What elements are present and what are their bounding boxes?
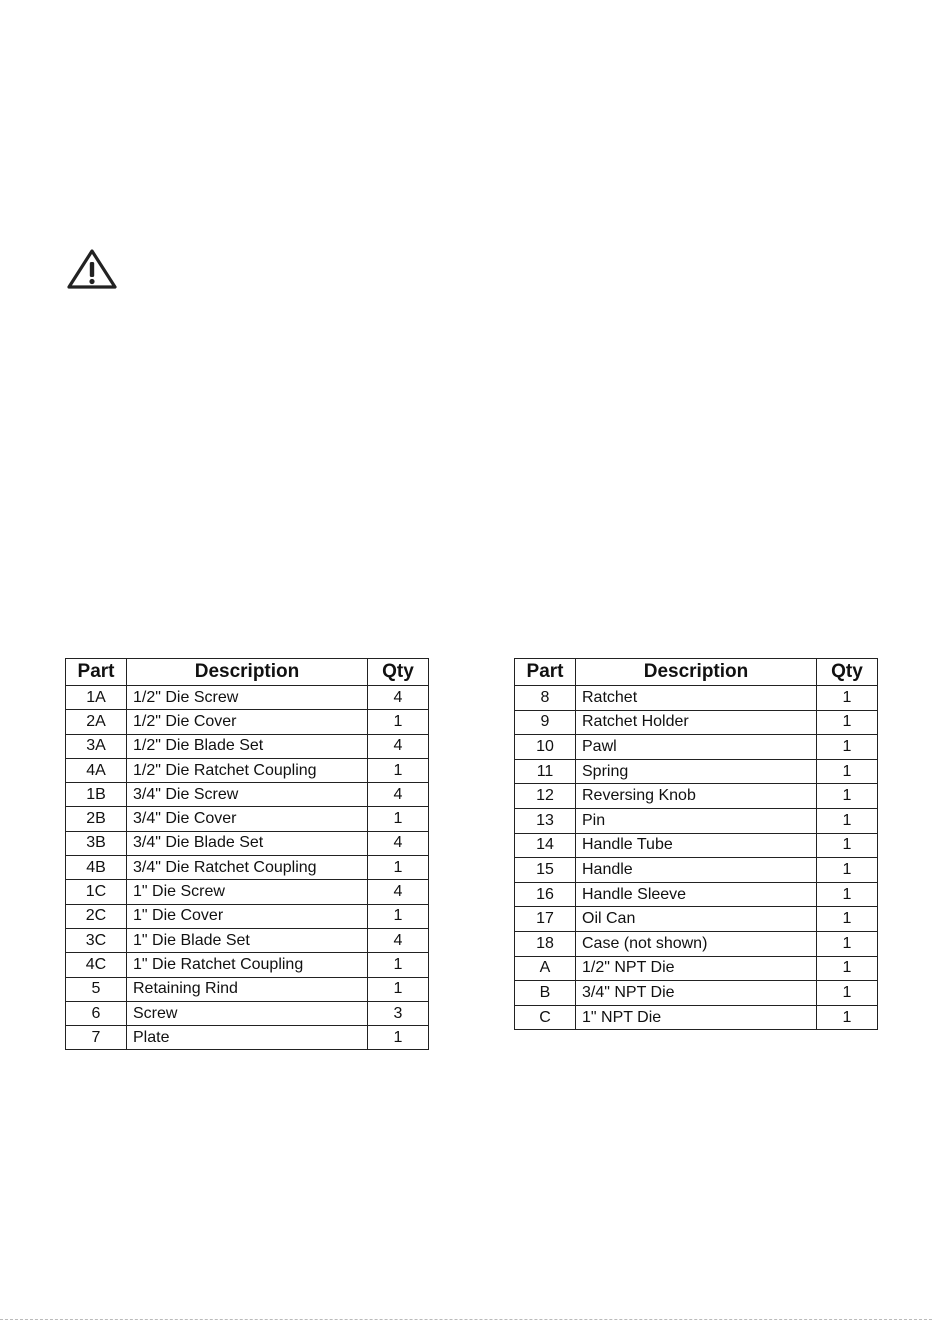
part-number-cell: 1B <box>66 783 127 807</box>
header-description: Description <box>576 659 817 686</box>
header-part: Part <box>515 659 576 686</box>
description-cell: Handle Sleeve <box>576 882 817 907</box>
description-cell: 1" Die Blade Set <box>127 928 368 952</box>
table-row <box>515 931 878 956</box>
table-row <box>66 734 429 758</box>
table-row <box>515 833 878 858</box>
header-qty: Qty <box>817 659 878 686</box>
page-edge-divider <box>0 1319 932 1320</box>
table-row <box>66 783 429 807</box>
header-description: Description <box>127 659 368 686</box>
part-number-cell: C <box>515 1005 576 1030</box>
qty-cell: 4 <box>368 831 429 855</box>
part-number-cell: A <box>515 956 576 981</box>
description-cell: 3/4" Die Cover <box>127 807 368 831</box>
part-number-cell: 10 <box>515 735 576 760</box>
table-row <box>66 904 429 928</box>
description-cell: 1" Die Ratchet Coupling <box>127 953 368 977</box>
part-number-cell: 15 <box>515 858 576 883</box>
qty-cell: 1 <box>817 833 878 858</box>
part-number-cell: 17 <box>515 907 576 932</box>
description-cell: Handle <box>576 858 817 883</box>
part-number-cell: 8 <box>515 686 576 711</box>
table-row <box>66 686 429 710</box>
table-row <box>515 882 878 907</box>
description-cell: Ratchet Holder <box>576 710 817 735</box>
qty-cell: 1 <box>817 1005 878 1030</box>
qty-cell: 4 <box>368 928 429 952</box>
table-row <box>515 759 878 784</box>
table-row <box>515 981 878 1006</box>
qty-cell: 1 <box>368 856 429 880</box>
header-qty: Qty <box>368 659 429 686</box>
qty-cell: 1 <box>817 784 878 809</box>
parts-table-left <box>65 658 429 1050</box>
description-cell: 1" Die Cover <box>127 904 368 928</box>
part-number-cell: 3A <box>66 734 127 758</box>
qty-cell: 1 <box>817 686 878 711</box>
table-row <box>515 858 878 883</box>
description-cell: 3/4" NPT Die <box>576 981 817 1006</box>
warning-triangle-icon <box>66 248 118 290</box>
part-number-cell: 18 <box>515 931 576 956</box>
description-cell: Pawl <box>576 735 817 760</box>
part-number-cell: 4B <box>66 856 127 880</box>
table-row <box>66 807 429 831</box>
parts-table-right <box>514 658 878 1030</box>
description-cell: 1/2" Die Ratchet Coupling <box>127 758 368 782</box>
description-cell: Reversing Knob <box>576 784 817 809</box>
table-row <box>66 928 429 952</box>
qty-cell: 4 <box>368 880 429 904</box>
part-number-cell: 1A <box>66 686 127 710</box>
part-number-cell: 2A <box>66 710 127 734</box>
part-number-cell: 13 <box>515 808 576 833</box>
table-header-row <box>66 659 429 686</box>
description-cell: 3/4" Die Ratchet Coupling <box>127 856 368 880</box>
table-row <box>66 880 429 904</box>
table-row <box>66 831 429 855</box>
description-cell: 1/2" NPT Die <box>576 956 817 981</box>
table-row <box>66 977 429 1001</box>
table-row <box>66 758 429 782</box>
description-cell: 1/2" Die Screw <box>127 686 368 710</box>
qty-cell: 1 <box>817 759 878 784</box>
description-cell: Spring <box>576 759 817 784</box>
table-row <box>66 1001 429 1025</box>
qty-cell: 1 <box>368 904 429 928</box>
part-number-cell: 11 <box>515 759 576 784</box>
part-number-cell: 2C <box>66 904 127 928</box>
qty-cell: 1 <box>817 858 878 883</box>
description-cell: Case (not shown) <box>576 931 817 956</box>
table-row <box>515 686 878 711</box>
qty-cell: 3 <box>368 1001 429 1025</box>
description-cell: Plate <box>127 1026 368 1050</box>
table-row <box>515 808 878 833</box>
qty-cell: 4 <box>368 686 429 710</box>
description-cell: Handle Tube <box>576 833 817 858</box>
table-row <box>515 784 878 809</box>
part-number-cell: 5 <box>66 977 127 1001</box>
table-row <box>515 956 878 981</box>
description-cell: 1/2" Die Cover <box>127 710 368 734</box>
qty-cell: 4 <box>368 783 429 807</box>
qty-cell: 1 <box>368 977 429 1001</box>
description-cell: 3/4" Die Blade Set <box>127 831 368 855</box>
part-number-cell: 4A <box>66 758 127 782</box>
part-number-cell: B <box>515 981 576 1006</box>
part-number-cell: 1C <box>66 880 127 904</box>
qty-cell: 1 <box>817 808 878 833</box>
qty-cell: 1 <box>817 710 878 735</box>
table-row <box>66 953 429 977</box>
table-row <box>515 907 878 932</box>
part-number-cell: 14 <box>515 833 576 858</box>
table-row <box>515 735 878 760</box>
qty-cell: 1 <box>368 953 429 977</box>
part-number-cell: 4C <box>66 953 127 977</box>
qty-cell: 1 <box>817 931 878 956</box>
description-cell: Screw <box>127 1001 368 1025</box>
qty-cell: 1 <box>817 907 878 932</box>
description-cell: Ratchet <box>576 686 817 711</box>
qty-cell: 1 <box>817 882 878 907</box>
description-cell: Retaining Rind <box>127 977 368 1001</box>
qty-cell: 4 <box>368 734 429 758</box>
part-number-cell: 3C <box>66 928 127 952</box>
table-row <box>515 710 878 735</box>
table-header-row <box>515 659 878 686</box>
qty-cell: 1 <box>817 956 878 981</box>
part-number-cell: 16 <box>515 882 576 907</box>
qty-cell: 1 <box>368 710 429 734</box>
part-number-cell: 3B <box>66 831 127 855</box>
description-cell: 3/4" Die Screw <box>127 783 368 807</box>
description-cell: Oil Can <box>576 907 817 932</box>
part-number-cell: 2B <box>66 807 127 831</box>
table-row <box>66 1026 429 1050</box>
description-cell: 1/2" Die Blade Set <box>127 734 368 758</box>
qty-cell: 1 <box>817 981 878 1006</box>
qty-cell: 1 <box>368 758 429 782</box>
part-number-cell: 6 <box>66 1001 127 1025</box>
description-cell: 1" Die Screw <box>127 880 368 904</box>
table-row <box>66 856 429 880</box>
header-part: Part <box>66 659 127 686</box>
description-cell: 1" NPT Die <box>576 1005 817 1030</box>
table-row <box>66 710 429 734</box>
part-number-cell: 12 <box>515 784 576 809</box>
description-cell: Pin <box>576 808 817 833</box>
part-number-cell: 7 <box>66 1026 127 1050</box>
table-row <box>515 1005 878 1030</box>
qty-cell: 1 <box>368 807 429 831</box>
qty-cell: 1 <box>368 1026 429 1050</box>
qty-cell: 1 <box>817 735 878 760</box>
part-number-cell: 9 <box>515 710 576 735</box>
